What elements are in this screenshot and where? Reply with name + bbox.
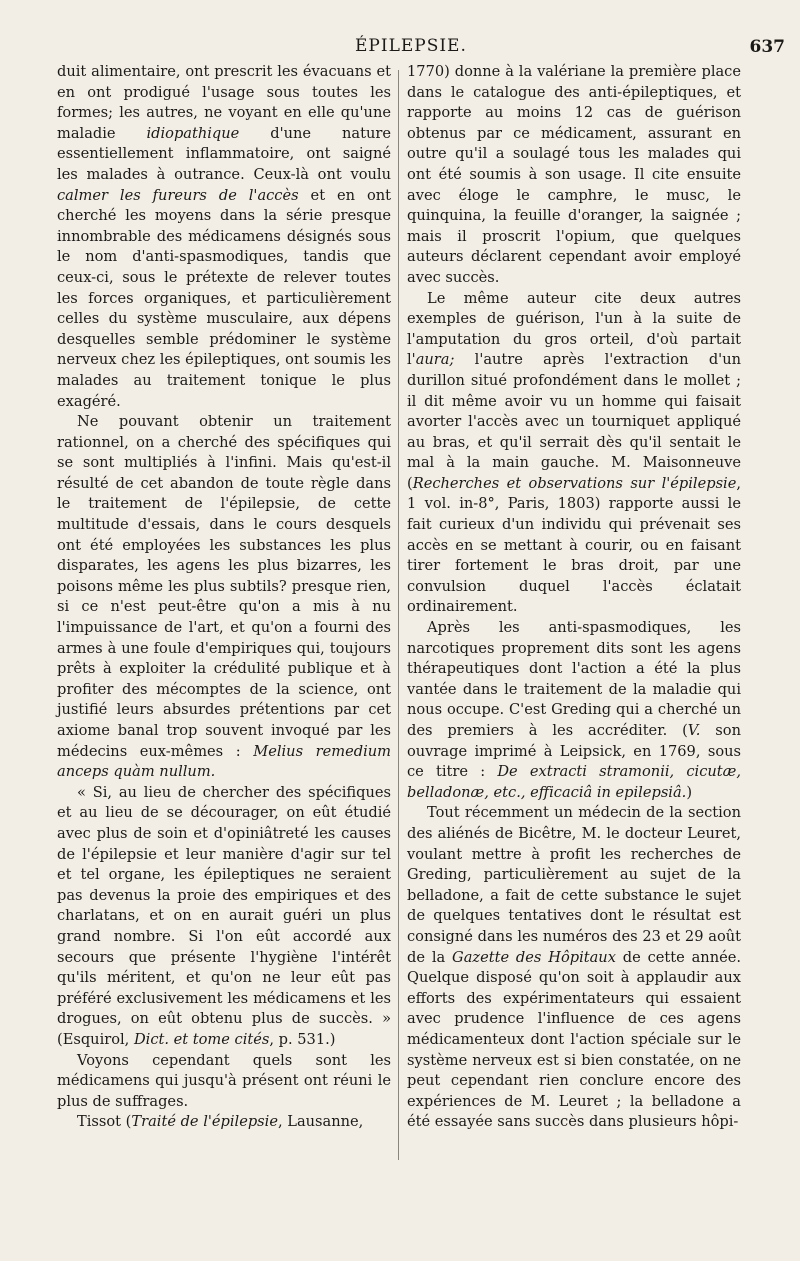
right-column (407, 62, 741, 1133)
text-run: , 1 vol. in-8°, Paris, 1803) rapporte aussi le fait curieux d'un individu qui prévenait ses accès en se mettant à courir, ou en faisant tirer fortement le bras droit, par une convulsion duquel l'accès éclatait ordinairement. (407, 474, 741, 616)
text-run: et en ont cherché les moyens dans la série presque innombrable des médicamens désignés sous le nom d'anti-spasmodiques, tandis que ceux-ci, sous le prétexte de relever toutes les forces organiques, et particulièrement celles du système musculaire, aux dépens desquelles semble prédominer le système nerveux chez les épileptiques, ont soumis les malades au traitement tonique le plus exagéré. (57, 186, 391, 410)
citation-title: De extracti stramonii, cicutæ, belladonæ, etc., efficaciâ in epilepsiâ. (407, 763, 741, 801)
text-run: son ouvrage imprimé à Leipsick, en 1769, sous ce titre : (407, 722, 741, 781)
latin-maxim: Melius remedium anceps quàm nullum. (57, 742, 391, 781)
paragraph (407, 803, 741, 1133)
text-run: « Si, au lieu de chercher des spécifiques et au lieu de se décourager, on eût étudié avec plus de soin et d'opiniâtreté les causes de l'épilepsie et leur manière d'agir sur tel et tel organe, les épileptiques ne seraient pas devenus la proie des empiriques et des charlatans, et on en aurait guéri un plus grand nombre. Si l'on eût accordé aux secours que présente l'hygiène l'intérêt qu'ils méritent, et qu'on ne leur eût pas préféré exclusivement les médicamens et les drogues, on eût obtenu plus de succès. » (Esquirol, (57, 783, 391, 1048)
text-run: ) (686, 783, 693, 801)
running-title: ÉPILEPSIE. (355, 36, 467, 56)
italic-abbrev: V. (687, 722, 701, 739)
text-run: , p. 531.) (269, 1030, 336, 1048)
text-run: Tissot ( (77, 1113, 132, 1131)
text-run: 1770) donne à la valériane la première place dans le catalogue des anti-épileptiques, et rapporte au moins 12 cas de guérison obtenus par ce médicament, assurant en outre qu'il a soulagé tous les malades qui ont été soumis à son usage. Il cite ensuite avec éloge le camphre, le musc, le quinquina, la feuille d'oranger, la saignée ; mais il proscrit l'opium, que quelques auteurs déclarent cependant avoir employé avec succès. (407, 63, 741, 286)
citation-title: Traité de l'épilepsie (131, 1113, 278, 1131)
paragraph (407, 618, 741, 803)
paragraph (57, 1112, 391, 1133)
italic-phrase: calmer les fureurs de l'accès (57, 186, 299, 204)
text-run: , Lausanne, (277, 1113, 364, 1131)
text-run: l'autre après l'extraction d'un durillon situé profondément dans le mollet ; il dit même avoir vu un homme qui faisait avorter l'accès avec un tourniquet appliqué au bras, et qu'il serrait dès qu'il sentait le mal à la main gauche. M. Maisonneuve ( (407, 351, 741, 492)
paragraph (407, 289, 741, 619)
paragraph (407, 62, 741, 289)
text-run: duit alimentaire, ont prescrit les évacuans et en ont prodigué l'usage sous toutes les formes; les autres, ne voyant en elle qu'une maladie (57, 63, 391, 142)
column-divider (398, 70, 399, 1160)
italic-term: aura; (415, 351, 455, 369)
text-run: Après les anti-spasmodiques, les narcotiques proprement dits sont les agens thérapeutiques dont l'action a été la plus vantée dans le traitement de la maladie qui nous occupe. C'est Greding qui a cherché un des premiers à les accréditer. ( (407, 619, 741, 739)
text-run: Le même auteur cite deux autres exemples de guérison, l'un à la suite de l'amputation du gros orteil, d'où partait l' (407, 289, 741, 369)
text-run: Ne pouvant obtenir un traitement rationnel, on a cherché des spécifiques qui se sont multipliés à l'infini. Mais qu'est-il résulté de cet abandon de toute règle dans le traitement de l'épilepsie, de cette multitude d'essais, dans le cours desquels ont été employées les substances les plus disparates, les agens les plus bizarres, les poisons même les plus subtils? presque rien, si ce n'est peut-être qu'on a mis à nu l'impuissance de l'art, et qu'on a fourni des armes à une foule d'empiriques qui, toujours prêts à exploiter la crédulité publique et à profiter des mécomptes de la science, ont justifié leurs absurdes prétentions par cet axiome banal trop souvent invoqué par les médecins eux-mêmes : (57, 413, 391, 760)
italic-term: idiopathique (146, 124, 240, 142)
text-run: Tout récemment un médecin de la section des aliénés de Bicêtre, M. le docteur Leuret, voulant mettre à profit les recherches de Greding, particulièrement au sujet de la belladone, a fait de cette substance le sujet de quelques tentatives dont le résultat est consigné dans les numéros des 23 et 29 août de la (407, 804, 741, 966)
page-number: 637 (749, 37, 785, 57)
running-head (0, 36, 800, 60)
text-run: de cette année. Quelque disposé qu'on soit à applaudir aux efforts des expérimentateurs qui essaient avec prudence l'influence de ces agens médicamenteux dont l'action spéciale sur le système nerveux est si bien constatée, on ne peut cependant rien conclure encore des expériences de M. Leuret ; la belladone a été essayée sans succès dans plusieurs hôpi- (407, 948, 742, 1131)
paragraph (57, 62, 391, 412)
paragraph (57, 412, 391, 783)
citation-title: Gazette des Hôpitaux (452, 948, 616, 966)
citation-title: Recherches et observations sur l'épilepsie (412, 474, 737, 492)
left-column (57, 62, 391, 1133)
citation-title: Dict. et tome cités (133, 1030, 270, 1048)
text-run: d'une nature essentiellement inflammatoire, ont saigné les malades à outrance. Ceux-là ont voulu (57, 124, 391, 183)
quotation-paragraph (57, 783, 391, 1051)
paragraph (57, 1051, 391, 1113)
text-run: Voyons cependant quels sont les médicamens qui jusqu'à présent ont réuni le plus de suffrages. (57, 1051, 391, 1110)
